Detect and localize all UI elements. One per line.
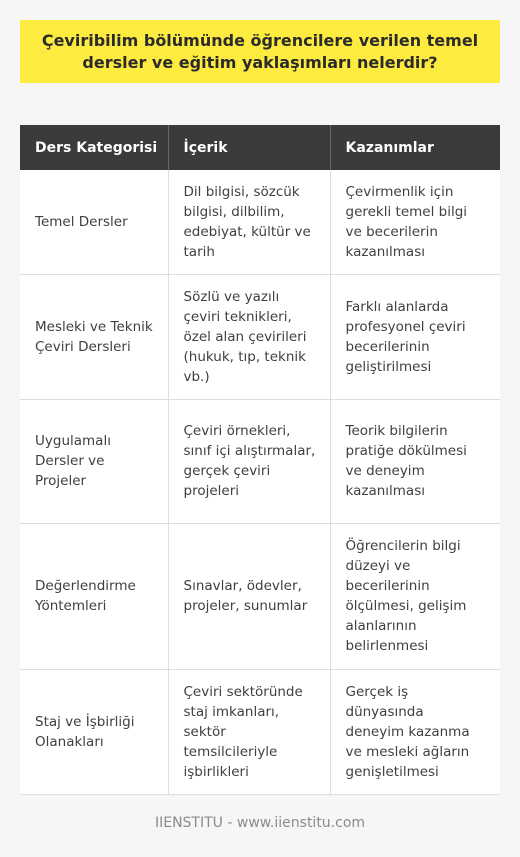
courses-table: [20, 125, 500, 795]
table-row: [20, 523, 500, 669]
cell-outcomes: Gerçek iş dünyasında deneyim kazanma ve mesleki ağların genişletilmesi: [330, 669, 500, 794]
cell-content: Çeviri sektöründe staj imkanları, sektör temsilcileriyle işbirlikleri: [168, 669, 330, 794]
table-row: [20, 399, 500, 523]
cell-category: Değerlendirme Yöntemleri: [20, 523, 168, 669]
table-row: [20, 274, 500, 399]
cell-content: Sınavlar, ödevler, projeler, sunumlar: [168, 523, 330, 669]
cell-category: Temel Dersler: [20, 170, 168, 274]
footer-credit: IIENSTITU - www.iienstitu.com: [154, 815, 366, 831]
cell-category: Mesleki ve Teknik Çeviri Dersleri: [20, 274, 168, 399]
table-row: [20, 170, 500, 274]
cell-content: Çeviri örnekleri, sınıf içi alıştırmalar, gerçek çeviri projeleri: [168, 399, 330, 523]
header-content: İçerik: [168, 125, 330, 170]
header-category: Ders Kategorisi: [20, 125, 168, 170]
cell-outcomes: Teorik bilgilerin pratiğe dökülmesi ve deneyim kazanılması: [330, 399, 500, 523]
page-title: Çeviribilim bölümünde öğrencilere verilen temel dersler ve eğitim yaklaşımları nelerdir?: [20, 20, 500, 83]
cell-outcomes: Farklı alanlarda profesyonel çeviri becerilerinin geliştirilmesi: [330, 274, 500, 399]
header-outcomes: Kazanımlar: [330, 125, 500, 170]
cell-category: Uygulamalı Dersler ve Projeler: [20, 399, 168, 523]
cell-outcomes: Öğrencilerin bilgi düzeyi ve becerilerinin ölçülmesi, gelişim alanlarının belirlenmesi: [330, 523, 500, 669]
cell-content: Dil bilgisi, sözcük bilgisi, dilbilim, edebiyat, kültür ve tarih: [168, 170, 330, 274]
cell-category: Staj ve İşbirliği Olanakları: [20, 669, 168, 794]
cell-content: Sözlü ve yazılı çeviri teknikleri, özel alan çevirileri (hukuk, tıp, teknik vb.): [168, 274, 330, 399]
table-row: [20, 669, 500, 794]
cell-outcomes: Çevirmenlik için gerekli temel bilgi ve becerilerin kazanılması: [330, 170, 500, 274]
table-header-row: [20, 125, 500, 170]
